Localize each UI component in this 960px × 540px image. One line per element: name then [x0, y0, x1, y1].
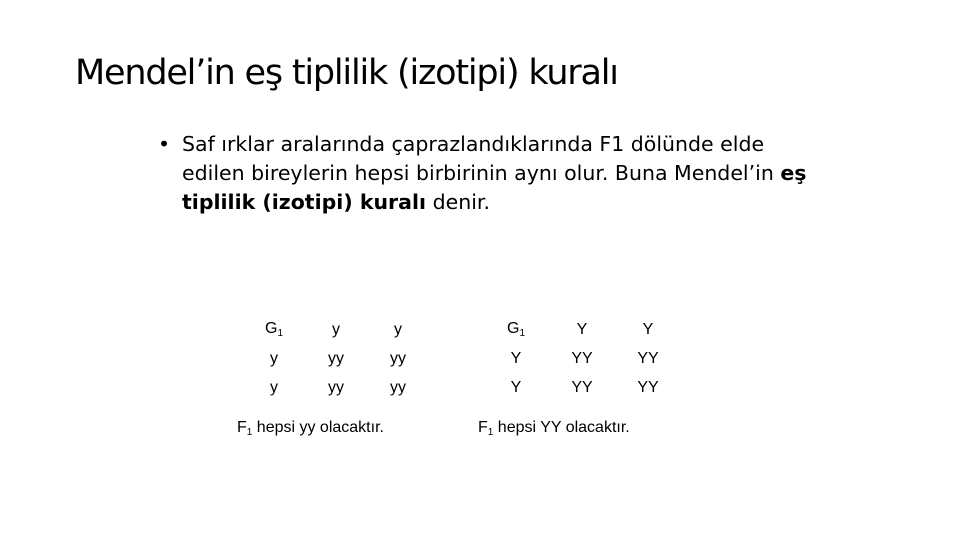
- table-caption-dominant: [478, 419, 630, 438]
- table-row: [243, 344, 429, 373]
- gamete-subscript: 1: [277, 328, 283, 339]
- caption-text: hepsi yy olacaktır.: [252, 419, 384, 436]
- table-cell: YY: [571, 349, 593, 367]
- table-caption-recessive: [237, 419, 384, 438]
- gamete-label: G: [506, 320, 520, 337]
- slide-title: Mendel’in eş tiplilik (izotipi) kuralı: [75, 53, 618, 93]
- table-row: [483, 344, 681, 373]
- gamete-subscript: 1: [519, 328, 525, 339]
- table-cell: yy: [390, 378, 406, 396]
- bullet-paragraph: [158, 130, 808, 217]
- table-cell: YY: [637, 349, 659, 367]
- table-cell: yy: [328, 378, 344, 396]
- bullet-text-before: Saf ırklar aralarında çaprazlandıklarında F1 dölünde elde edilen bireylerin hepsi birbirinin aynı olur. Buna Mendel’in: [182, 132, 781, 185]
- table-cell: yy: [390, 349, 406, 367]
- table-cell: YY: [571, 378, 593, 396]
- table-header-cell: [243, 315, 305, 344]
- caption-text: hepsi YY olacaktır.: [493, 419, 630, 436]
- bullet-bold-term: eş tiplilik (izotipi) kuralı: [182, 161, 807, 214]
- table-cell: YY: [637, 378, 659, 396]
- table-cell: Y: [642, 320, 654, 338]
- gamete-label: G: [264, 320, 278, 337]
- table-cell: y: [270, 378, 278, 396]
- table-row: [243, 315, 429, 344]
- bullet-text: [182, 130, 808, 217]
- table-row: [483, 315, 681, 344]
- table-cell: Y: [510, 349, 522, 367]
- table-cell: y: [270, 349, 278, 367]
- table-cell: yy: [328, 349, 344, 367]
- table-cell: y: [394, 320, 402, 338]
- table-cell: Y: [576, 320, 588, 338]
- table-row: [243, 373, 429, 402]
- table-cell: Y: [510, 378, 522, 396]
- caption-subscript: 1: [487, 427, 494, 438]
- bullet-text-after: denir.: [426, 190, 490, 214]
- table-row: [483, 373, 681, 402]
- caption-subscript: 1: [246, 427, 253, 438]
- table-cell: y: [332, 320, 340, 338]
- punnett-table-dominant: [483, 315, 681, 402]
- caption-letter: F: [237, 419, 247, 436]
- punnett-table-recessive: [243, 315, 429, 402]
- caption-letter: F: [478, 419, 488, 436]
- bullet-marker: •: [158, 132, 171, 156]
- table-header-cell: [483, 315, 549, 344]
